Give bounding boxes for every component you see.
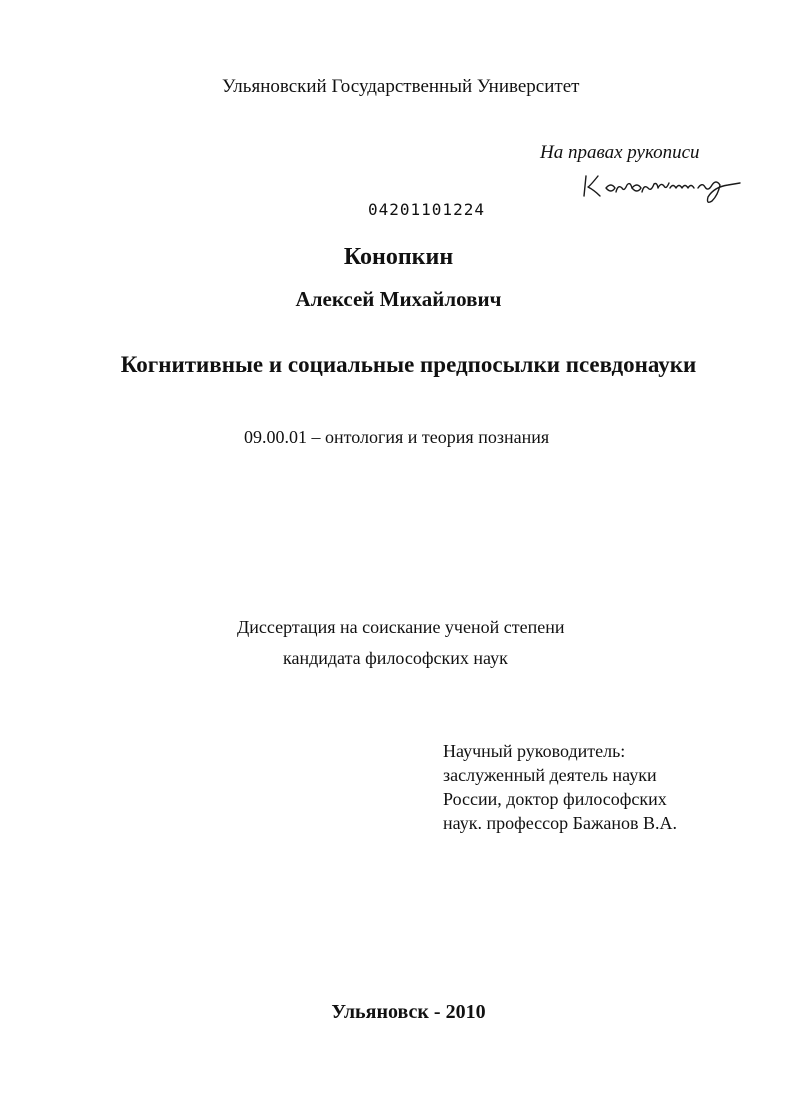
handwritten-signature	[580, 166, 755, 206]
specialty-code: 09.00.01 – онтология и теория познания	[244, 427, 550, 447]
supervisor-line: Научный руководитель:	[443, 741, 626, 761]
author-surname: Конопкин	[343, 244, 454, 270]
author-given-names: Алексей Михайлович	[295, 287, 502, 311]
university-name: Ульяновский Государственный Университет	[222, 76, 580, 97]
degree-line-1: Диссертация на соискание ученой степени	[237, 617, 565, 637]
supervisor-line: России, доктор философских	[443, 789, 667, 809]
degree-line-2: кандидата философских наук	[283, 648, 508, 668]
thesis-title: Когнитивные и социальные предпосылки псевдонауки	[120, 352, 697, 377]
document-id: 04201101224	[368, 200, 485, 219]
supervisor-line: наук. профессор Бажанов В.А.	[443, 813, 678, 833]
rights-note: На правах рукописи	[540, 142, 700, 163]
supervisor-line: заслуженный деятель науки	[443, 765, 657, 785]
city-year: Ульяновск - 2010	[331, 1001, 486, 1023]
